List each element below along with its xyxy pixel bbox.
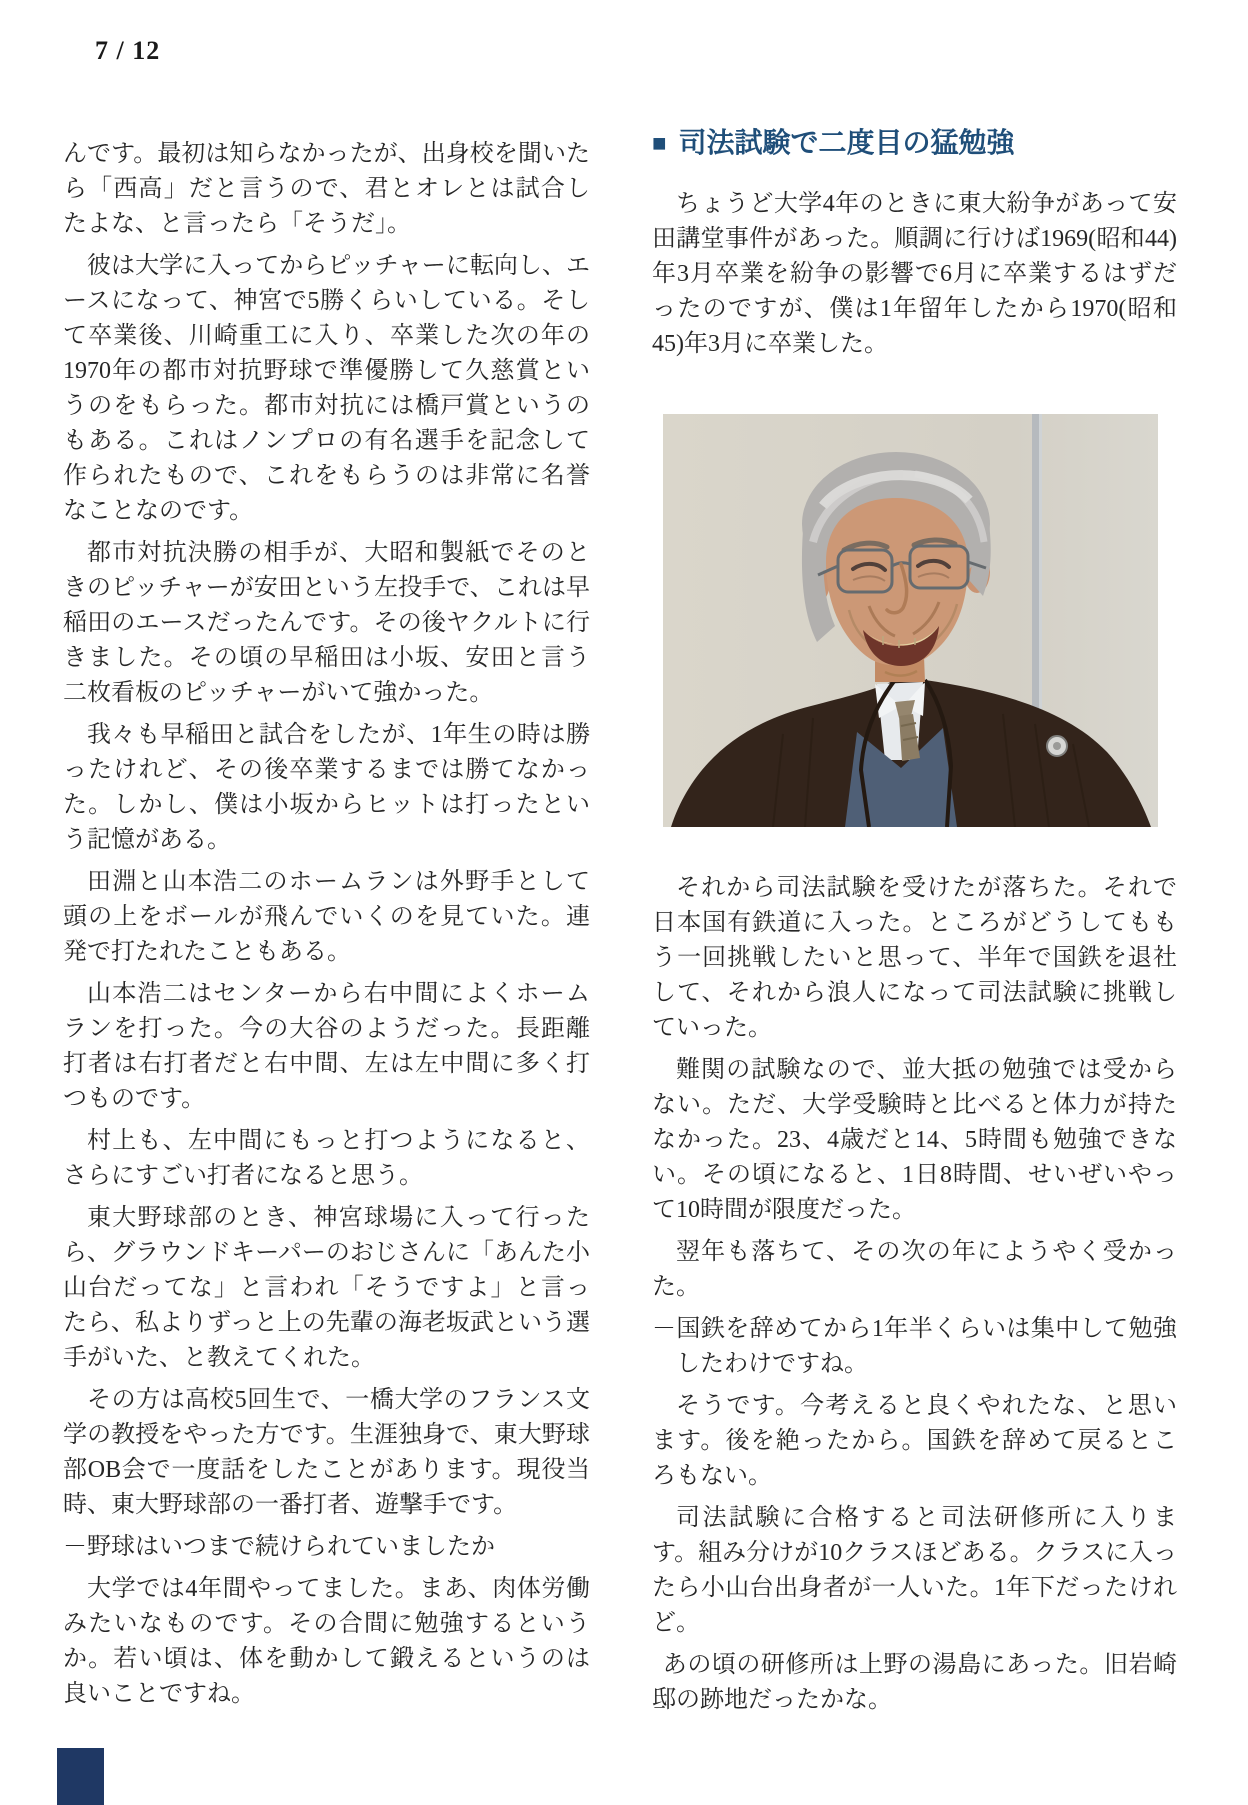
paragraph: 難関の試験なので、並大抵の勉強では受からない。ただ、大学受験時と比べると体力が持たなかった。23、4歳だと14、5時間も勉強できない。その頃になると、1日8時間、せいぜいやって10時間が限度だった。 — [652, 1057, 1177, 1223]
section-heading — [652, 125, 1177, 161]
page-number: 7 / 12 — [95, 36, 161, 65]
paragraph: 山本浩二はセンターから右中間によくホームランを打った。今の大谷のようだった。長距離打者は右打者だと右中間、左は左中間に多く打つものです。 — [63, 981, 590, 1112]
paragraph: 都市対抗決勝の相手が、大昭和製紙でそのときのピッチャーが安田という左投手で、これは早稲田のエースだったんです。その後ヤクルトに行きました。その頃の早稲田は小坂、安田と言う二枚看板のピッチャーがいて強かった。 — [63, 540, 590, 706]
left-column — [63, 125, 590, 1725]
right-column-bottom-paragraphs — [652, 871, 1177, 1718]
paragraph: 村上も、左中間にもっと打つようになると、さらにすごい打者になると思う。 — [63, 1128, 590, 1189]
paragraph: 我々も早稲田と試合をしたが、1年生の時は勝ったけれど、その後卒業するまでは勝てなかった。しかし、僕は小坂からヒットは打ったという記憶がある。 — [63, 722, 590, 853]
paragraph: んです。最初は知らなかったが、出身校を聞いたら「西高」だと言うので、君とオレとは試合したよな、と言ったら「そうだ」。 — [63, 141, 590, 237]
section-heading-text: 司法試験で二度目の猛勉強 — [678, 127, 1015, 158]
paragraph: その方は高校5回生で、一橋大学のフランス文学の教授をやった方です。生涯独身で、東大野球部OB会で一度話をしたことがあります。現役当時、東大野球部の一番打者、遊撃手です。 — [63, 1387, 590, 1518]
paragraph: 東大野球部のとき、神宮球場に入って行ったら、グラウンドキーパーのおじさんに「あんた小山台だってな」と言われ「そうですよ」と言ったら、私よりずっと上の先輩の海老坂武という選手がいた、と教えてくれた。 — [63, 1205, 590, 1371]
two-column-layout — [63, 125, 1177, 1725]
heading-square-bullet-icon: ■ — [652, 130, 667, 157]
paragraph: そうです。今考えると良くやれたな、と思います。後を絶ったから。国鉄を辞めて戻るところもない。 — [652, 1393, 1177, 1489]
paragraph: 田淵と山本浩二のホームランは外野手として頭の上をボールが飛んでいくのを見ていた。連発で打たれたこともある。 — [63, 869, 590, 965]
paragraph: 彼は大学に入ってからピッチャーに転向し、エースになって、神宮で5勝くらいしている。そして卒業後、川崎重工に入り、卒業した次の年の1970年の都市対抗野球で準優勝して久慈賞というのをもらった。都市対抗には橋戸賞というのもある。これはノンプロの有名選手を記念して作られたもので、これをもらうのは非常に名誉なことなのです。 — [63, 253, 590, 524]
right-column-top-paragraphs — [652, 187, 1177, 362]
paragraph: 大学では4年間やってました。まあ、肉体労働みたいなものです。その合間に勉強するというか。若い頃は、体を動かして鍛えるというのは良いことですね。 — [63, 1576, 590, 1707]
paragraph: 司法試験に合格すると司法研修所に入ります。組み分けが10クラスほどある。クラスに入ったら小山台出身者が一人いた。1年下だったけれど。 — [652, 1505, 1177, 1636]
paragraph: 翌年も落ちて、その次の年にようやく受かった。 — [652, 1239, 1177, 1300]
paragraph: それから司法試験を受けたが落ちた。それで日本国有鉄道に入った。ところがどうしてももう一回挑戦したいと思って、半年で国鉄を退社して、それから浪人になって司法試験に挑戦していった。 — [652, 875, 1177, 1041]
right-column — [652, 125, 1177, 1725]
interview-photo — [663, 414, 1158, 827]
footer-accent-square — [57, 1748, 104, 1805]
paragraph: あの頃の研修所は上野の湯島にあった。旧岩崎邸の跡地だったかな。 — [652, 1652, 1177, 1713]
interviewer-question: －野球はいつまで続けられていましたか — [63, 1534, 495, 1560]
interviewer-question: －国鉄を辞めてから1年半くらいは集中して勉強したわけですね。 — [652, 1316, 1177, 1377]
paragraph: ちょうど大学4年のときに東大紛争があって安田講堂事件があった。順調に行けば1969(昭和44)年3月卒業を紛争の影響で6月に卒業するはずだったのですが、僕は1年留年したから1970(昭和45)年3月に卒業した。 — [652, 191, 1177, 357]
